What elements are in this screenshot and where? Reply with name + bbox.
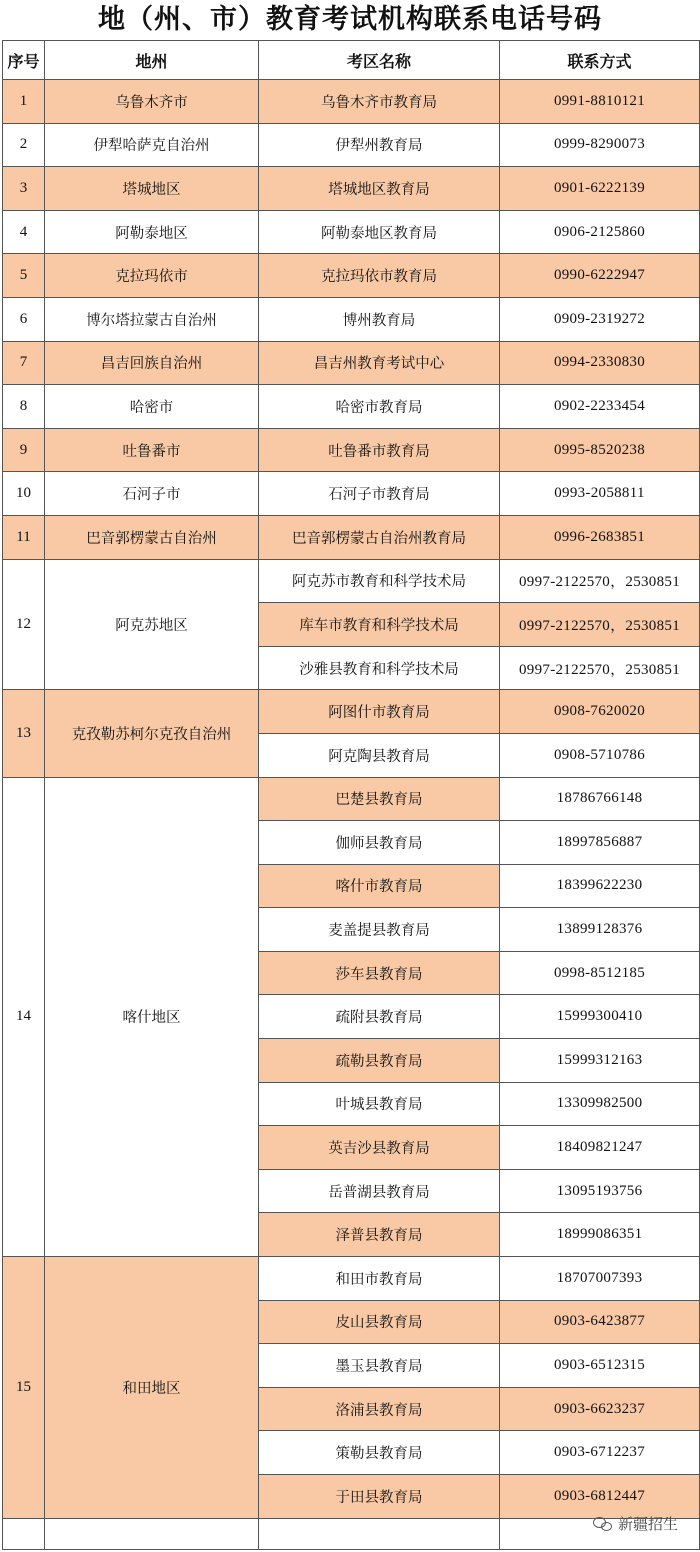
table-row xyxy=(3,123,700,167)
table-row xyxy=(3,559,700,603)
table-row xyxy=(3,210,700,254)
row-phone: 15999312163 xyxy=(500,1039,700,1083)
row-office: 疏勒县教育局 xyxy=(259,1039,500,1083)
table-row xyxy=(3,690,700,734)
row-phone: 13899128376 xyxy=(500,908,700,952)
row-phone: 18409821247 xyxy=(500,1126,700,1170)
row-phone: 0999-8290073 xyxy=(500,123,700,167)
row-office: 伽师县教育局 xyxy=(259,821,500,865)
wechat-icon xyxy=(593,1516,613,1532)
row-prefecture: 巴音郭楞蒙古自治州 xyxy=(45,515,259,559)
row-phone: 0997-2122570，2530851 xyxy=(500,559,700,603)
table-row xyxy=(3,385,700,429)
row-phone: 0908-5710786 xyxy=(500,733,700,777)
row-office: 洛浦县教育局 xyxy=(259,1387,500,1431)
row-phone: 0995-8520238 xyxy=(500,428,700,472)
row-phone: 0903-6512315 xyxy=(500,1344,700,1388)
contact-table xyxy=(2,40,700,1550)
row-phone: 0903-6712237 xyxy=(500,1431,700,1475)
row-office: 库车市教育和科学技术局 xyxy=(259,603,500,647)
row-prefecture: 克孜勒苏柯尔克孜自治州 xyxy=(45,690,259,777)
row-phone: 0909-2319272 xyxy=(500,297,700,341)
row-office: 吐鲁番市教育局 xyxy=(259,428,500,472)
row-phone: 18399622230 xyxy=(500,864,700,908)
row-seq: 1 xyxy=(3,80,45,124)
row-prefecture: 哈密市 xyxy=(45,385,259,429)
row-phone: 0901-6222139 xyxy=(500,167,700,211)
row-seq: 7 xyxy=(3,341,45,385)
row-prefecture: 石河子市 xyxy=(45,472,259,516)
row-office: 和田市教育局 xyxy=(259,1257,500,1301)
row-office: 沙雅县教育和科学技术局 xyxy=(259,646,500,690)
row-seq: 3 xyxy=(3,167,45,211)
row-office: 阿图什市教育局 xyxy=(259,690,500,734)
row-prefecture: 和田地区 xyxy=(45,1257,259,1519)
row-prefecture: 吐鲁番市 xyxy=(45,428,259,472)
row-office: 昌吉州教育考试中心 xyxy=(259,341,500,385)
row-phone: 0908-7620020 xyxy=(500,690,700,734)
table-row xyxy=(3,1257,700,1301)
row-phone: 0991-8810121 xyxy=(500,80,700,124)
header-seq: 序号 xyxy=(3,41,45,80)
row-phone: 18999086351 xyxy=(500,1213,700,1257)
row-phone: 0903-6812447 xyxy=(500,1475,700,1519)
row-office: 石河子市教育局 xyxy=(259,472,500,516)
row-prefecture: 喀什地区 xyxy=(45,777,259,1257)
row-phone: 18707007393 xyxy=(500,1257,700,1301)
row-office: 泽普县教育局 xyxy=(259,1213,500,1257)
row-office: 岳普湖县教育局 xyxy=(259,1169,500,1213)
header-phone: 联系方式 xyxy=(500,41,700,80)
row-phone: 0997-2122570，2530851 xyxy=(500,646,700,690)
row-phone: 15999300410 xyxy=(500,995,700,1039)
table-row xyxy=(3,297,700,341)
empty-cell xyxy=(45,1518,259,1549)
row-seq: 10 xyxy=(3,472,45,516)
row-seq: 4 xyxy=(3,210,45,254)
row-office: 疏附县教育局 xyxy=(259,995,500,1039)
watermark xyxy=(593,1513,678,1534)
row-phone: 0994-2330830 xyxy=(500,341,700,385)
row-phone: 18997856887 xyxy=(500,821,700,865)
row-phone: 0902-2233454 xyxy=(500,385,700,429)
row-office: 墨玉县教育局 xyxy=(259,1344,500,1388)
row-prefecture: 塔城地区 xyxy=(45,167,259,211)
row-office: 乌鲁木齐市教育局 xyxy=(259,80,500,124)
table-row xyxy=(3,80,700,124)
row-seq: 15 xyxy=(3,1257,45,1519)
empty-cell xyxy=(3,1518,45,1549)
table-row xyxy=(3,341,700,385)
row-prefecture: 阿勒泰地区 xyxy=(45,210,259,254)
table-row xyxy=(3,428,700,472)
header-prefecture: 地州 xyxy=(45,41,259,80)
table-row xyxy=(3,472,700,516)
row-prefecture: 伊犁哈萨克自治州 xyxy=(45,123,259,167)
row-phone: 0903-6623237 xyxy=(500,1387,700,1431)
row-seq: 12 xyxy=(3,559,45,690)
row-seq: 11 xyxy=(3,515,45,559)
row-seq: 13 xyxy=(3,690,45,777)
row-office: 阿勒泰地区教育局 xyxy=(259,210,500,254)
row-office: 喀什市教育局 xyxy=(259,864,500,908)
row-phone: 0998-8512185 xyxy=(500,951,700,995)
row-seq: 2 xyxy=(3,123,45,167)
row-seq: 6 xyxy=(3,297,45,341)
row-office: 克拉玛依市教育局 xyxy=(259,254,500,298)
row-office: 阿克陶县教育局 xyxy=(259,733,500,777)
row-office: 博州教育局 xyxy=(259,297,500,341)
row-office: 哈密市教育局 xyxy=(259,385,500,429)
table-row xyxy=(3,515,700,559)
row-seq: 9 xyxy=(3,428,45,472)
row-seq: 8 xyxy=(3,385,45,429)
empty-cell xyxy=(259,1518,500,1549)
row-phone: 0997-2122570，2530851 xyxy=(500,603,700,647)
row-office: 塔城地区教育局 xyxy=(259,167,500,211)
row-office: 麦盖提县教育局 xyxy=(259,908,500,952)
row-prefecture: 克拉玛依市 xyxy=(45,254,259,298)
watermark-text: 新疆招生 xyxy=(617,1515,678,1533)
row-phone: 0903-6423877 xyxy=(500,1300,700,1344)
row-phone: 0990-6222947 xyxy=(500,254,700,298)
table-header-row xyxy=(3,41,700,80)
row-prefecture: 昌吉回族自治州 xyxy=(45,341,259,385)
row-office: 巴楚县教育局 xyxy=(259,777,500,821)
row-seq: 14 xyxy=(3,777,45,1257)
row-office: 叶城县教育局 xyxy=(259,1082,500,1126)
row-phone: 0996-2683851 xyxy=(500,515,700,559)
table-row xyxy=(3,167,700,211)
row-office: 伊犁州教育局 xyxy=(259,123,500,167)
row-phone: 13309982500 xyxy=(500,1082,700,1126)
row-prefecture: 阿克苏地区 xyxy=(45,559,259,690)
row-prefecture: 博尔塔拉蒙古自治州 xyxy=(45,297,259,341)
page-title: 地（州、市）教育考试机构联系电话号码 xyxy=(98,4,602,35)
row-seq: 5 xyxy=(3,254,45,298)
header-office: 考区名称 xyxy=(259,41,500,80)
table-row xyxy=(3,254,700,298)
row-phone: 13095193756 xyxy=(500,1169,700,1213)
row-office: 巴音郭楞蒙古自治州教育局 xyxy=(259,515,500,559)
row-office: 英吉沙县教育局 xyxy=(259,1126,500,1170)
row-phone: 0906-2125860 xyxy=(500,210,700,254)
row-office: 阿克苏市教育和科学技术局 xyxy=(259,559,500,603)
row-prefecture: 乌鲁木齐市 xyxy=(45,80,259,124)
row-office: 于田县教育局 xyxy=(259,1475,500,1519)
row-office: 策勒县教育局 xyxy=(259,1431,500,1475)
row-office: 莎车县教育局 xyxy=(259,951,500,995)
row-office: 皮山县教育局 xyxy=(259,1300,500,1344)
row-phone: 0993-2058811 xyxy=(500,472,700,516)
row-phone: 18786766148 xyxy=(500,777,700,821)
table-row xyxy=(3,777,700,821)
